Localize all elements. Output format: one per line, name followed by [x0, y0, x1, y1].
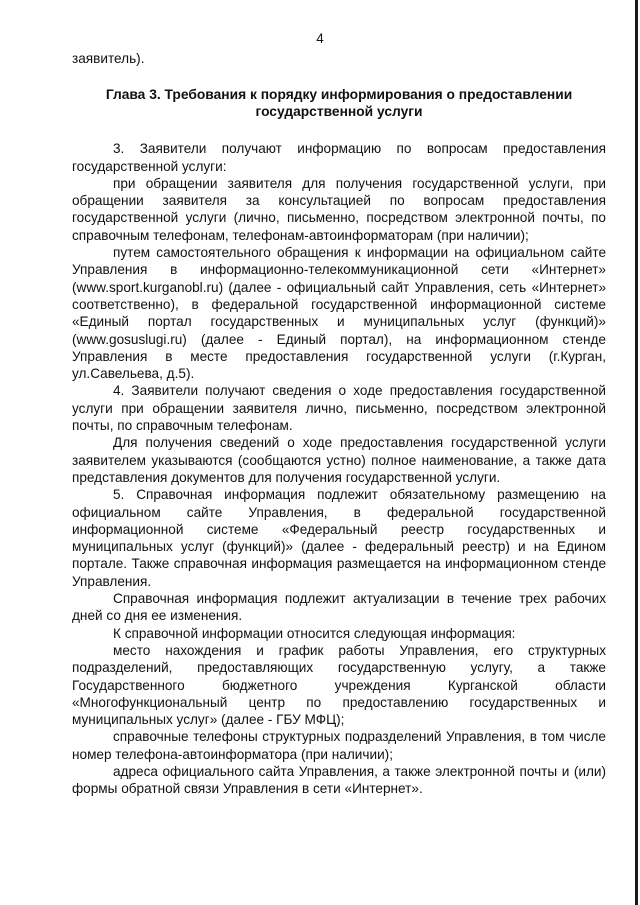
reference-info-location: место нахождения и график работы Управления, его структурных подразделений, предоставляющих государственную услугу, а также Государственного бюджетного учреждения Курганской области «Многофункциональный центр по предоставлению государственных и муниципальных услуг» (далее - ГБУ МФЦ);	[72, 642, 606, 728]
paragraph-4: 4. Заявители получают сведения о ходе предоставления государственной услуги при обращении заявителя лично, письменно, посредством электронной почты, по справочным телефонам.	[72, 383, 606, 434]
lead-text: заявитель).	[72, 51, 145, 66]
paragraph-5-actualization: Справочная информация подлежит актуализации в течение трех рабочих дней со дня ее изменения.	[72, 591, 606, 624]
paragraph-3: 3. Заявители получают информацию по вопросам предоставления государственной услуги:	[72, 141, 606, 174]
paragraph-3-item-1: при обращении заявителя для получения государственной услуги, при обращении заявителя за консультацией по вопросам предоставления государственной услуги (лично, письменно, посредством электронной почты, по справочным телефонам, телефонам-автоинформаторам (при наличии);	[72, 175, 606, 243]
document-body	[72, 50, 606, 798]
chapter-title: Глава 3. Требования к порядку информирования о предоставлении государственной услуги	[105, 87, 573, 120]
scan-edge-line	[635, 0, 638, 905]
reference-info-phones: справочные телефоны структурных подразделений Управления, в том числе номер телефона-автоинформатора (при наличии);	[72, 729, 606, 762]
paragraph-5: 5. Справочная информация подлежит обязательному размещению на официальном сайте Управления, в федеральной государственной информационной системе «Федеральный реестр государственных и муниципальных услуг (функций)» (далее - федеральный реестр) и на Едином портале. Также справочная информация размещается на информационном стенде Управления.	[72, 487, 606, 589]
paragraph-3-item-2: путем самостоятельного обращения к информации на официальном сайте Управления в информационно-телекоммуникационной сети «Интернет» (www.sport.kurganobl.ru) (далее - официальный сайт Управления, сеть «Интернет» соответственно), в федеральной государственной информационной системе «Единый портал государственных и муниципальных услуг (функций)» (www.gosuslugi.ru) (далее - Единый портал), на информационном стенде Управления в месте предоставления государственной услуги (г.Курган, ул.Савельева, д.5).	[72, 245, 606, 382]
reference-info-addresses: адреса официального сайта Управления, а также электронной почты и (или) формы обратной связи Управления в сети «Интернет».	[72, 763, 606, 797]
paragraph-4-detail: Для получения сведений о ходе предоставления государственной услуги заявителем указываются (сообщаются устно) полное наименование, а также дата представления документов для получения государственной услуги.	[72, 435, 606, 485]
reference-info-intro: К справочной информации относится следующая информация:	[113, 625, 516, 641]
page-number: 4	[316, 31, 324, 46]
